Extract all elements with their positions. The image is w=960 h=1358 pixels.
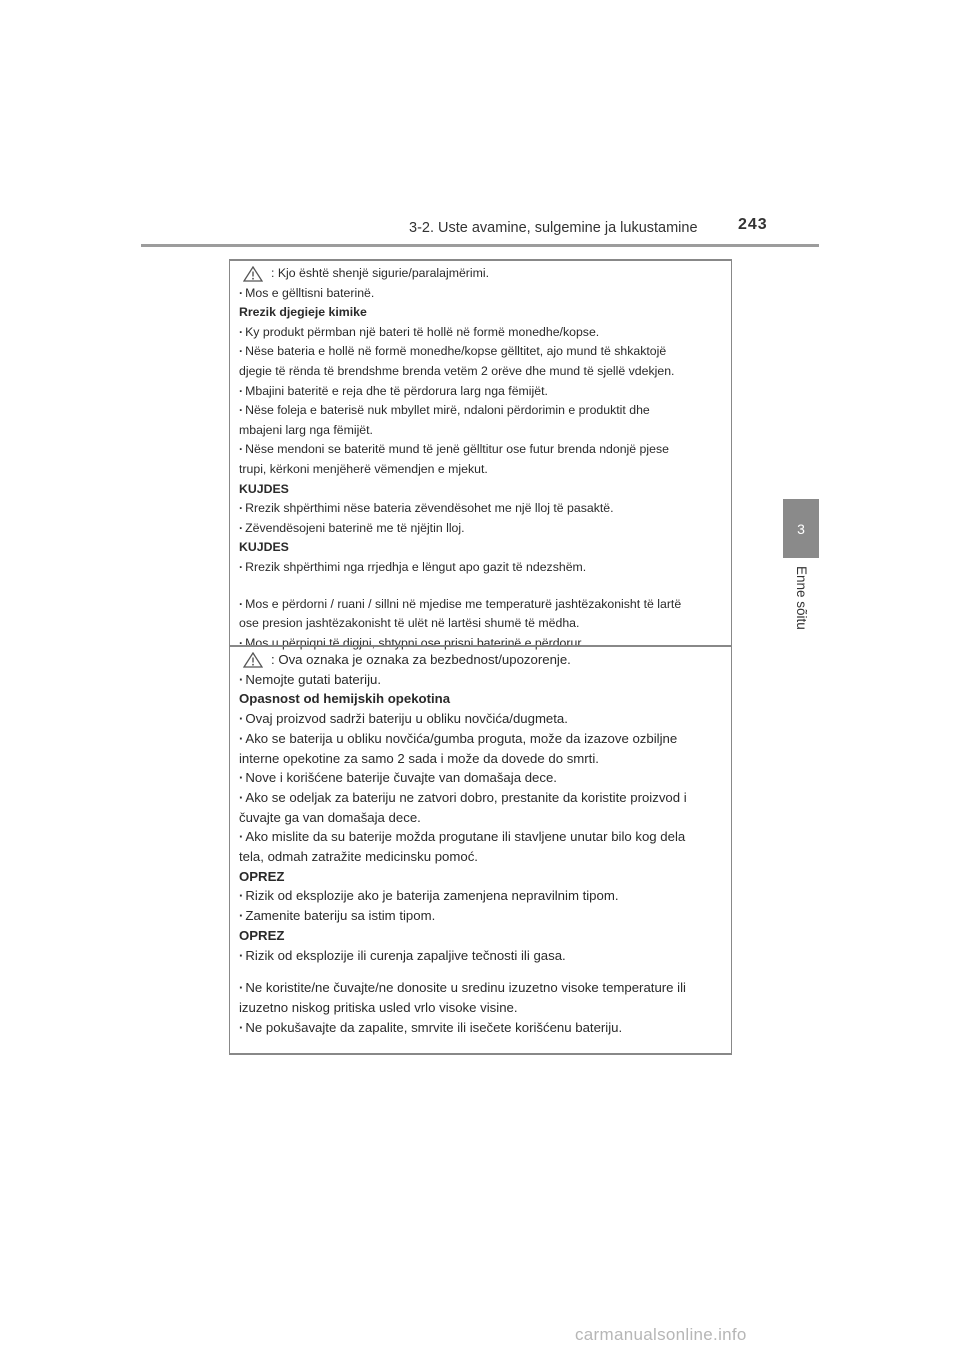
text-line: tela, odmah zatražite medicinsku pomoć. — [239, 849, 478, 865]
text-line: · Rrezik shpërthimi nga rrjedhja e lëngut apo gazit të ndezshëm. — [239, 558, 723, 578]
text-line: · Ako mislite da su baterije možda progutane ili stavljene unutar bilo kog dela — [239, 827, 723, 847]
section-heading: Opasnost od hemijskih opekotina — [239, 691, 451, 707]
text-line: mbajeni larg nga fëmijët. — [239, 422, 373, 437]
header-divider — [141, 244, 819, 247]
page-number: 243 — [738, 216, 768, 233]
warning-triangle-icon — [243, 652, 263, 668]
warning-symbol-line — [239, 264, 723, 284]
text-line: · Mbajini bateritë e reja dhe të përdorura larg nga fëmijët. — [239, 382, 723, 402]
warning-triangle-icon — [243, 266, 263, 282]
caution-heading: OPREZ — [239, 927, 285, 943]
text-line: · Rizik od eksplozije ako je baterija zamenjena nepravilnim tipom. — [239, 886, 723, 906]
text-line: izuzetno niskog pritiska usled vrlo visoke visine. — [239, 999, 518, 1015]
text-line: · Mos e gëlltisni baterinë. — [239, 284, 723, 304]
text-line: · Nëse mendoni se bateritë mund të jenë gëlltitur ose futur brenda ndonjë pjese — [239, 440, 723, 460]
page-header-title: 3-2. Uste avamine, sulgemine ja lukustamine — [409, 220, 698, 236]
text-line: trupi, kërkoni menjëherë vëmendjen e mjekut. — [239, 461, 488, 476]
text-line: · Rrezik shpërthimi nëse bateria zëvendësohet me një lloj të pasaktë. — [239, 499, 723, 519]
section-heading: Rrezik djegieje kimike — [239, 305, 367, 320]
text-line: · Nemojte gutati bateriju. — [239, 670, 723, 690]
chapter-label: Enne sõitu — [794, 566, 809, 630]
text-line: · Zëvendësojeni baterinë me të njëjtin lloj. — [239, 519, 723, 539]
text-line: · Ne koristite/ne čuvajte/ne donosite u sredinu izuzetno visoke temperature ili — [239, 978, 723, 998]
text-line: interne opekotine za samo 2 sada i može da dovede do smrti. — [239, 750, 599, 766]
text-line: · Nëse foleja e baterisë nuk mbyllet mirë, ndaloni përdorimin e produktit dhe — [239, 401, 723, 421]
caution-heading: KUJDES — [239, 481, 289, 496]
text-line: · Ako se baterija u obliku novčića/gumba proguta, može da izazove ozbiljne — [239, 729, 723, 749]
text-line: · Ky produkt përmban një bateri të hollë në formë monedhe/kopse. — [239, 323, 723, 343]
text-line: · Zamenite bateriju sa istim tipom. — [239, 906, 723, 926]
warning-panel-albanian — [229, 259, 732, 650]
text-line: · Mos e përdorni / ruani / sillni në mjedise me temperaturë jashtëzakonisht të lartë — [239, 595, 723, 615]
caution-heading: OPREZ — [239, 868, 285, 884]
text-line: · Ovaj proizvod sadrži bateriju u obliku novčića/dugmeta. — [239, 709, 723, 729]
text-line: · Nove i korišćene baterije čuvajte van domašaja dece. — [239, 768, 723, 788]
chapter-tab: 3 — [783, 499, 819, 558]
text-line: · Nëse bateria e hollë në formë monedhe/kopse gëlltitet, ajo mund të shkaktojë — [239, 342, 723, 362]
warning-symbol-text: : Kjo është shenjë sigurie/paralajmërimi. — [271, 266, 490, 280]
warning-symbol-text: : Ova oznaka je oznaka za bezbednost/upozorenje. — [271, 652, 571, 667]
text-line: · Rizik od eksplozije ili curenja zapaljive tečnosti ili gasa. — [239, 946, 723, 966]
spacer — [239, 965, 723, 978]
text-line: djegie të rënda të brendshme brenda vetëm 2 orëve dhe mund të sjellë vdekjen. — [239, 363, 675, 378]
text-line: · Ne pokušavajte da zapalite, smrvite ili isečete korišćenu bateriju. — [239, 1018, 723, 1038]
text-line: · Ako se odeljak za bateriju ne zatvori dobro, prestanite da koristite proizvod i — [239, 788, 723, 808]
caution-heading: KUJDES — [239, 540, 289, 555]
spacer — [239, 578, 723, 595]
watermark: carmanualsonline.info — [575, 1325, 747, 1344]
warning-panel-serbian — [229, 645, 732, 1055]
text-line: čuvajte ga van domašaja dece. — [239, 809, 421, 825]
warning-symbol-line — [239, 650, 723, 670]
text-line: ose presion jashtëzakonisht të ulët në lartësi shumë të mëdha. — [239, 616, 580, 631]
text-line: · Mos u përpiqni të digjni, shtypni ose prisni baterinë e përdorur. — [239, 634, 723, 654]
